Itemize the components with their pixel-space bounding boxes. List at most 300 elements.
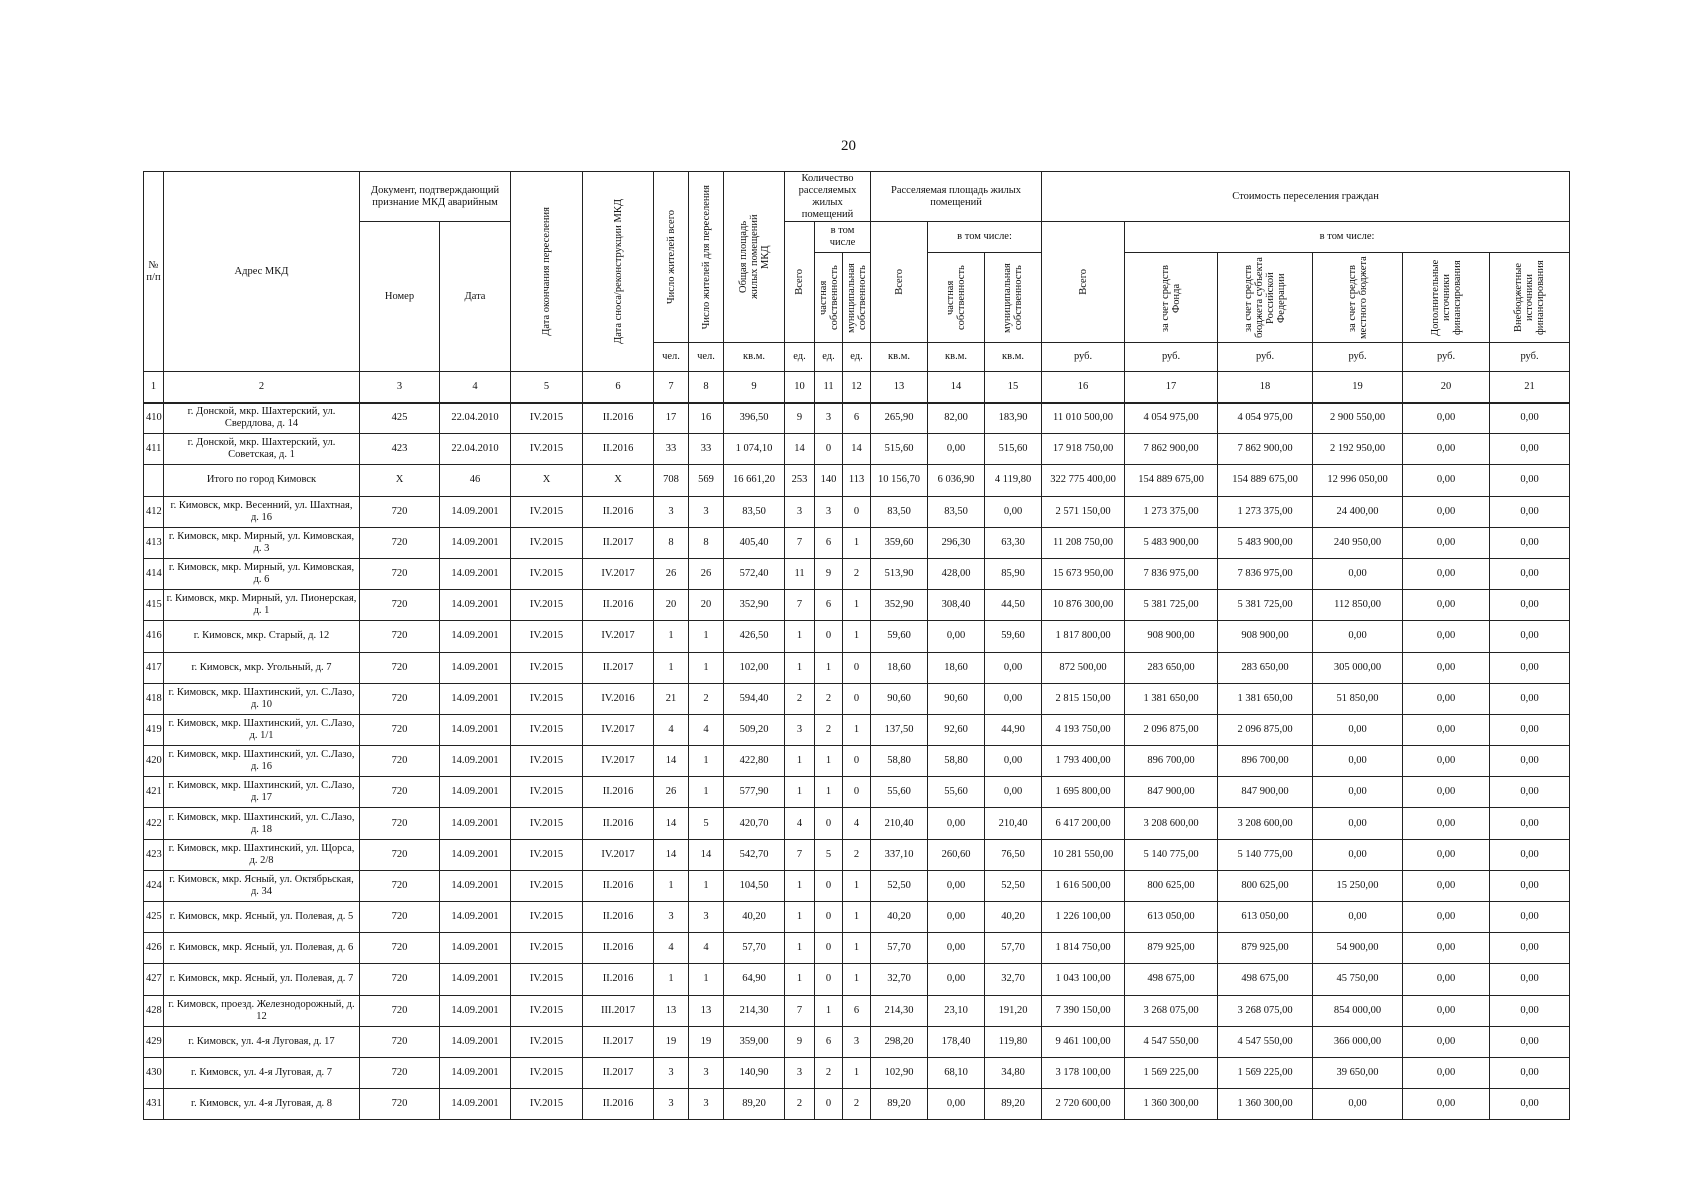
row-number: 411 (144, 434, 164, 465)
column-number: 2 (164, 372, 360, 403)
table-cell: 0 (815, 902, 843, 933)
row-number: 428 (144, 995, 164, 1026)
table-cell: 2 (815, 683, 843, 714)
table-cell: 14.09.2001 (440, 995, 511, 1026)
table-cell: 0,00 (1403, 995, 1490, 1026)
row-number: 418 (144, 683, 164, 714)
table-cell: 720 (360, 964, 440, 995)
table-cell: 352,90 (724, 590, 785, 621)
table-cell: 2 (689, 683, 724, 714)
row-number: 413 (144, 527, 164, 558)
table-cell: 1 (843, 621, 871, 652)
table-row (144, 870, 1570, 901)
table-cell: 1 817 800,00 (1042, 621, 1125, 652)
table-cell: 420,70 (724, 808, 785, 839)
table-cell: 8 (654, 527, 689, 558)
table-cell: IV.2017 (583, 621, 654, 652)
table-cell: 720 (360, 995, 440, 1026)
table-cell: 3 (654, 902, 689, 933)
table-cell: 3 208 600,00 (1125, 808, 1218, 839)
row-number: 415 (144, 590, 164, 621)
table-cell: 68,10 (928, 1057, 985, 1088)
table-cell: 0,00 (1490, 839, 1570, 870)
row-number: 423 (144, 839, 164, 870)
table-cell: 5 483 900,00 (1125, 527, 1218, 558)
header-no: № п/п (144, 172, 164, 372)
row-number: 412 (144, 496, 164, 527)
table-cell: 3 (785, 1057, 815, 1088)
table-cell: 14.09.2001 (440, 683, 511, 714)
table-cell: 0,00 (928, 870, 985, 901)
table-cell: 1 (843, 590, 871, 621)
table-cell: 21 (654, 683, 689, 714)
table-cell: IV.2015 (511, 683, 583, 714)
unit-cell: ед. (785, 343, 815, 372)
table-cell: 1 (654, 964, 689, 995)
table-row (144, 1057, 1570, 1088)
table-cell: 0,00 (1313, 621, 1403, 652)
table-cell: 0,00 (1403, 777, 1490, 808)
table-cell: 14 (654, 808, 689, 839)
header-area-incl: в том числе: (928, 222, 1042, 253)
table-cell: 2 096 875,00 (1218, 714, 1313, 745)
table-cell: 1 (843, 902, 871, 933)
address-cell: г. Кимовск, мкр. Мирный, ул. Пионерская, д. 1 (164, 590, 360, 621)
table-cell: 3 (815, 403, 843, 434)
table-cell: 8 (689, 527, 724, 558)
table-cell: 1 (815, 746, 843, 777)
table-cell: IV.2015 (511, 714, 583, 745)
table-cell: 1 (785, 964, 815, 995)
table-cell: 4 193 750,00 (1042, 714, 1125, 745)
table-cell: IV.2015 (511, 1026, 583, 1057)
table-cell: 89,20 (724, 1089, 785, 1120)
table-cell: 0,00 (1313, 1089, 1403, 1120)
table-row (144, 621, 1570, 652)
table-cell: 0,00 (1403, 1057, 1490, 1088)
table-cell: 0,00 (1490, 995, 1570, 1026)
table-cell: II.2016 (583, 808, 654, 839)
column-number: 11 (815, 372, 843, 403)
table-cell: 210,40 (985, 808, 1042, 839)
table-cell: 800 625,00 (1125, 870, 1218, 901)
table-cell: 26 (689, 558, 724, 589)
table-cell: 0,00 (1490, 403, 1570, 434)
table-cell: 0,00 (1403, 434, 1490, 465)
row-number: 429 (144, 1026, 164, 1057)
table-cell: 7 (785, 839, 815, 870)
table-cell: 4 (689, 714, 724, 745)
table-cell: 83,50 (724, 496, 785, 527)
table-cell: 720 (360, 839, 440, 870)
table-cell: 0,00 (985, 683, 1042, 714)
table-cell: IV.2015 (511, 496, 583, 527)
table-cell: 10 156,70 (871, 465, 928, 496)
table-cell: 63,30 (985, 527, 1042, 558)
table-cell: 0,00 (1490, 902, 1570, 933)
table-cell: 154 889 675,00 (1218, 465, 1313, 496)
table-cell: 214,30 (724, 995, 785, 1026)
address-cell: г. Кимовск, проезд. Железнодорожный, д. 12 (164, 995, 360, 1026)
table-cell: 720 (360, 590, 440, 621)
table-cell: 14.09.2001 (440, 527, 511, 558)
table-cell: 0,00 (1403, 558, 1490, 589)
table-cell: 14.09.2001 (440, 777, 511, 808)
table-cell: 9 (815, 558, 843, 589)
table-cell: 908 900,00 (1218, 621, 1313, 652)
table-cell: 1 (815, 652, 843, 683)
table-cell: 5 140 775,00 (1218, 839, 1313, 870)
table-cell: 59,60 (985, 621, 1042, 652)
table-cell: 0,00 (1313, 839, 1403, 870)
table-cell: 4 547 550,00 (1218, 1026, 1313, 1057)
table-cell: 0,00 (1313, 714, 1403, 745)
table-cell: 0,00 (1313, 777, 1403, 808)
table-cell: 17 918 750,00 (1042, 434, 1125, 465)
row-number: 431 (144, 1089, 164, 1120)
table-cell: II.2016 (583, 870, 654, 901)
table-cell: IV.2015 (511, 403, 583, 434)
table-cell: 1 616 500,00 (1042, 870, 1125, 901)
address-cell: г. Кимовск, мкр. Мирный, ул. Кимовская, д. 3 (164, 527, 360, 558)
table-cell: II.2016 (583, 1089, 654, 1120)
table-cell: 0 (815, 621, 843, 652)
unit-cell: кв.м. (724, 343, 785, 372)
table-cell: IV.2017 (583, 714, 654, 745)
table-cell: 12 996 050,00 (1313, 465, 1403, 496)
table-cell: 847 900,00 (1125, 777, 1218, 808)
table-cell: 1 (689, 621, 724, 652)
table-cell: 359,00 (724, 1026, 785, 1057)
table-cell: X (583, 465, 654, 496)
unit-cell: руб. (1490, 343, 1570, 372)
row-number: 424 (144, 870, 164, 901)
table-cell: II.2017 (583, 1057, 654, 1088)
header-cost-fund: за счет средств Фонда (1125, 253, 1218, 343)
page-number: 20 (841, 138, 856, 154)
table-cell: 0,00 (1490, 1026, 1570, 1057)
table-cell: 720 (360, 652, 440, 683)
column-number: 6 (583, 372, 654, 403)
table-cell: 0,00 (1490, 590, 1570, 621)
column-number: 10 (785, 372, 815, 403)
table-cell: 54 900,00 (1313, 933, 1403, 964)
table-cell: 5 140 775,00 (1125, 839, 1218, 870)
table-cell: 14 (843, 434, 871, 465)
table-row (144, 558, 1570, 589)
table-cell: 10 281 550,00 (1042, 839, 1125, 870)
table-cell: 83,50 (871, 496, 928, 527)
table-cell: 89,20 (985, 1089, 1042, 1120)
table-cell: 14.09.2001 (440, 558, 511, 589)
table-cell: 1 360 300,00 (1218, 1089, 1313, 1120)
table-cell: 7 836 975,00 (1125, 558, 1218, 589)
table-cell: 51 850,00 (1313, 683, 1403, 714)
table-cell: 1 (654, 621, 689, 652)
table-cell: 3 (785, 714, 815, 745)
table-cell: 2 (815, 714, 843, 745)
column-number: 12 (843, 372, 871, 403)
table-cell: 112 850,00 (1313, 590, 1403, 621)
table-cell: 14.09.2001 (440, 902, 511, 933)
table-cell: IV.2015 (511, 870, 583, 901)
address-cell: г. Донской, мкр. Шахтерский, ул. Свердлова, д. 14 (164, 403, 360, 434)
table-cell: 22.04.2010 (440, 434, 511, 465)
table-cell: 428,00 (928, 558, 985, 589)
table-cell: 33 (654, 434, 689, 465)
table-cell: 613 050,00 (1218, 902, 1313, 933)
table-cell: 0,00 (1490, 746, 1570, 777)
table-cell: 18,60 (928, 652, 985, 683)
table-cell: 0,00 (928, 964, 985, 995)
unit-cell: чел. (654, 343, 689, 372)
header-area-all: Всего (871, 222, 928, 343)
table-cell: 4 054 975,00 (1125, 403, 1218, 434)
table-cell: 14.09.2001 (440, 1026, 511, 1057)
table-cell: 0 (815, 1089, 843, 1120)
table-cell: 513,90 (871, 558, 928, 589)
table-cell: 3 (843, 1026, 871, 1057)
table-cell: 2 (785, 683, 815, 714)
table-cell: 1 074,10 (724, 434, 785, 465)
table-cell: 3 (785, 496, 815, 527)
table-cell: 0,00 (928, 933, 985, 964)
table-cell: IV.2015 (511, 527, 583, 558)
table-cell: 425 (360, 403, 440, 434)
table-cell: 57,70 (871, 933, 928, 964)
table-cell: 879 925,00 (1125, 933, 1218, 964)
table-cell: 11 (785, 558, 815, 589)
table-cell: 6 (815, 590, 843, 621)
table-cell: 1 (785, 902, 815, 933)
table-cell: 5 (689, 808, 724, 839)
table-cell: IV.2015 (511, 964, 583, 995)
table-cell: IV.2017 (583, 839, 654, 870)
address-cell: г. Кимовск, мкр. Шахтинский, ул. С.Лазо, д. 18 (164, 808, 360, 839)
table-cell: 896 700,00 (1125, 746, 1218, 777)
table-cell: 3 (689, 1089, 724, 1120)
table-cell: 33 (689, 434, 724, 465)
table-cell: 52,50 (985, 870, 1042, 901)
table-cell: 0,00 (1403, 496, 1490, 527)
unit-cell: ед. (815, 343, 843, 372)
table-cell: 0,00 (928, 1089, 985, 1120)
table-total-row (144, 465, 1570, 496)
column-number: 13 (871, 372, 928, 403)
table-cell: 4 (654, 714, 689, 745)
table-cell: 14 (785, 434, 815, 465)
table-cell: 3 208 600,00 (1218, 808, 1313, 839)
column-number: 20 (1403, 372, 1490, 403)
table-cell: 15 673 950,00 (1042, 558, 1125, 589)
header-total-area: Общая площадь жилых помещений МКД (724, 172, 785, 343)
table-cell: 40,20 (985, 902, 1042, 933)
table-cell: 178,40 (928, 1026, 985, 1057)
table-cell: 0,00 (1490, 465, 1570, 496)
table-cell: 613 050,00 (1125, 902, 1218, 933)
table-cell: 14.09.2001 (440, 808, 511, 839)
header-cost-subject: за счет средств бюджета субъекта Российской Федерации (1218, 253, 1313, 343)
table-cell: 40,20 (724, 902, 785, 933)
header-area-private: частная собственность (928, 253, 985, 343)
address-cell: г. Кимовск, мкр. Шахтинский, ул. С.Лазо, д. 16 (164, 746, 360, 777)
table-cell: 2 720 600,00 (1042, 1089, 1125, 1120)
header-area-group: Расселяемая площадь жилых помещений (871, 172, 1042, 222)
table-cell: 359,60 (871, 527, 928, 558)
table-cell: 3 268 075,00 (1218, 995, 1313, 1026)
table-cell: 119,80 (985, 1026, 1042, 1057)
table-cell: 14.09.2001 (440, 1089, 511, 1120)
table-cell: 1 (843, 714, 871, 745)
table-cell: 2 (843, 1089, 871, 1120)
table-cell: 0,00 (1403, 403, 1490, 434)
table-cell: 908 900,00 (1125, 621, 1218, 652)
table-cell: II.2016 (583, 403, 654, 434)
table-cell: IV.2017 (583, 558, 654, 589)
table-body (144, 403, 1570, 1120)
table-cell: 265,90 (871, 403, 928, 434)
table-cell: 542,70 (724, 839, 785, 870)
table-cell: 720 (360, 933, 440, 964)
column-number: 16 (1042, 372, 1125, 403)
row-number: 417 (144, 652, 164, 683)
row-number: 410 (144, 403, 164, 434)
address-cell: г. Донской, мкр. Шахтерский, ул. Советская, д. 1 (164, 434, 360, 465)
table-cell: 0 (843, 652, 871, 683)
header-resettle-end: Дата окончания переселения (511, 172, 583, 372)
table-cell: 1 (785, 933, 815, 964)
table-cell: 89,20 (871, 1089, 928, 1120)
header-cost-group: Стоимость переселения граждан (1042, 172, 1570, 222)
table-cell: 2 096 875,00 (1125, 714, 1218, 745)
table-cell: 3 (654, 496, 689, 527)
row-number: 425 (144, 902, 164, 933)
table-cell: 720 (360, 1089, 440, 1120)
table-cell: 720 (360, 808, 440, 839)
table-cell: 0,00 (1403, 964, 1490, 995)
table-cell: 0,00 (1490, 558, 1570, 589)
table-cell: 34,80 (985, 1057, 1042, 1088)
unit-cell: кв.м. (985, 343, 1042, 372)
table-cell: 0,00 (1403, 652, 1490, 683)
table-cell: 0 (815, 964, 843, 995)
table-cell: 14 (654, 746, 689, 777)
table-cell: 14.09.2001 (440, 621, 511, 652)
table-cell: IV.2015 (511, 558, 583, 589)
table-cell: 0 (843, 746, 871, 777)
table-cell: II.2016 (583, 902, 654, 933)
table-cell: 366 000,00 (1313, 1026, 1403, 1057)
table-cell: 2 (785, 1089, 815, 1120)
table-cell: 83,50 (928, 496, 985, 527)
table-cell: II.2016 (583, 964, 654, 995)
table-cell: X (360, 465, 440, 496)
table-cell: 9 461 100,00 (1042, 1026, 1125, 1057)
unit-cell: руб. (1313, 343, 1403, 372)
table-cell: 0,00 (1403, 527, 1490, 558)
table-cell: 4 547 550,00 (1125, 1026, 1218, 1057)
table-cell: 720 (360, 621, 440, 652)
table-cell: 509,20 (724, 714, 785, 745)
table-cell: 57,70 (985, 933, 1042, 964)
table-cell: 872 500,00 (1042, 652, 1125, 683)
address-cell: г. Кимовск, мкр. Старый, д. 12 (164, 621, 360, 652)
address-cell: г. Кимовск, мкр. Ясный, ул. Полевая, д. 7 (164, 964, 360, 995)
table-cell: 0 (843, 777, 871, 808)
table-cell: 4 054 975,00 (1218, 403, 1313, 434)
table-cell: 3 (689, 902, 724, 933)
header-cost-all: Всего (1042, 222, 1125, 343)
table-cell: IV.2015 (511, 995, 583, 1026)
column-number: 5 (511, 372, 583, 403)
table-cell: 1 360 300,00 (1125, 1089, 1218, 1120)
table-cell: 5 (815, 839, 843, 870)
table-cell: 4 (689, 933, 724, 964)
table-cell: 7 (785, 590, 815, 621)
table-row (144, 403, 1570, 434)
table-cell: 308,40 (928, 590, 985, 621)
header-count-incl: в том числе (815, 222, 871, 253)
table-cell: 1 (815, 995, 843, 1026)
table-cell: 0,00 (1403, 808, 1490, 839)
table-cell: 40,20 (871, 902, 928, 933)
table-cell: 1 (689, 746, 724, 777)
table-cell: 720 (360, 496, 440, 527)
row-number: 426 (144, 933, 164, 964)
table-cell: 104,50 (724, 870, 785, 901)
table-cell: 210,40 (871, 808, 928, 839)
table-row (144, 839, 1570, 870)
table-cell: 0,00 (1403, 683, 1490, 714)
table-cell: 0,00 (1490, 527, 1570, 558)
table-cell: IV.2015 (511, 839, 583, 870)
header-count-group: Количество расселяемых жилых помещений (785, 172, 871, 222)
table-cell: 1 381 650,00 (1218, 683, 1313, 714)
table-cell: 5 381 725,00 (1218, 590, 1313, 621)
table-cell: 0,00 (1490, 1057, 1570, 1088)
table-cell: 4 (785, 808, 815, 839)
column-number: 1 (144, 372, 164, 403)
address-cell: г. Кимовск, мкр. Весенний, ул. Шахтная, д. 16 (164, 496, 360, 527)
row-number: 430 (144, 1057, 164, 1088)
table-cell: 11 010 500,00 (1042, 403, 1125, 434)
table-cell: 102,00 (724, 652, 785, 683)
table-cell: 1 (843, 964, 871, 995)
table-cell: 59,60 (871, 621, 928, 652)
table-cell: 45 750,00 (1313, 964, 1403, 995)
table-cell: 0,00 (1403, 902, 1490, 933)
table-cell: 82,00 (928, 403, 985, 434)
table-cell: II.2017 (583, 527, 654, 558)
header-cost-offbudget: Внебюджетные источники финансирования (1490, 253, 1570, 343)
table-cell: 214,30 (871, 995, 928, 1026)
table-cell: 6 (815, 1026, 843, 1057)
table-cell: 298,20 (871, 1026, 928, 1057)
table-cell: 720 (360, 746, 440, 777)
table-cell: 7 390 150,00 (1042, 995, 1125, 1026)
header-count-municipal: муниципальная собственность (843, 253, 871, 343)
table-cell: 577,90 (724, 777, 785, 808)
table-cell: 113 (843, 465, 871, 496)
table-cell: 2 192 950,00 (1313, 434, 1403, 465)
table-cell: 1 273 375,00 (1125, 496, 1218, 527)
table-cell: 260,60 (928, 839, 985, 870)
table-cell: 32,70 (985, 964, 1042, 995)
table-cell: II.2016 (583, 933, 654, 964)
unit-cell: ед. (843, 343, 871, 372)
table-cell: 46 (440, 465, 511, 496)
table-cell: 3 (815, 496, 843, 527)
